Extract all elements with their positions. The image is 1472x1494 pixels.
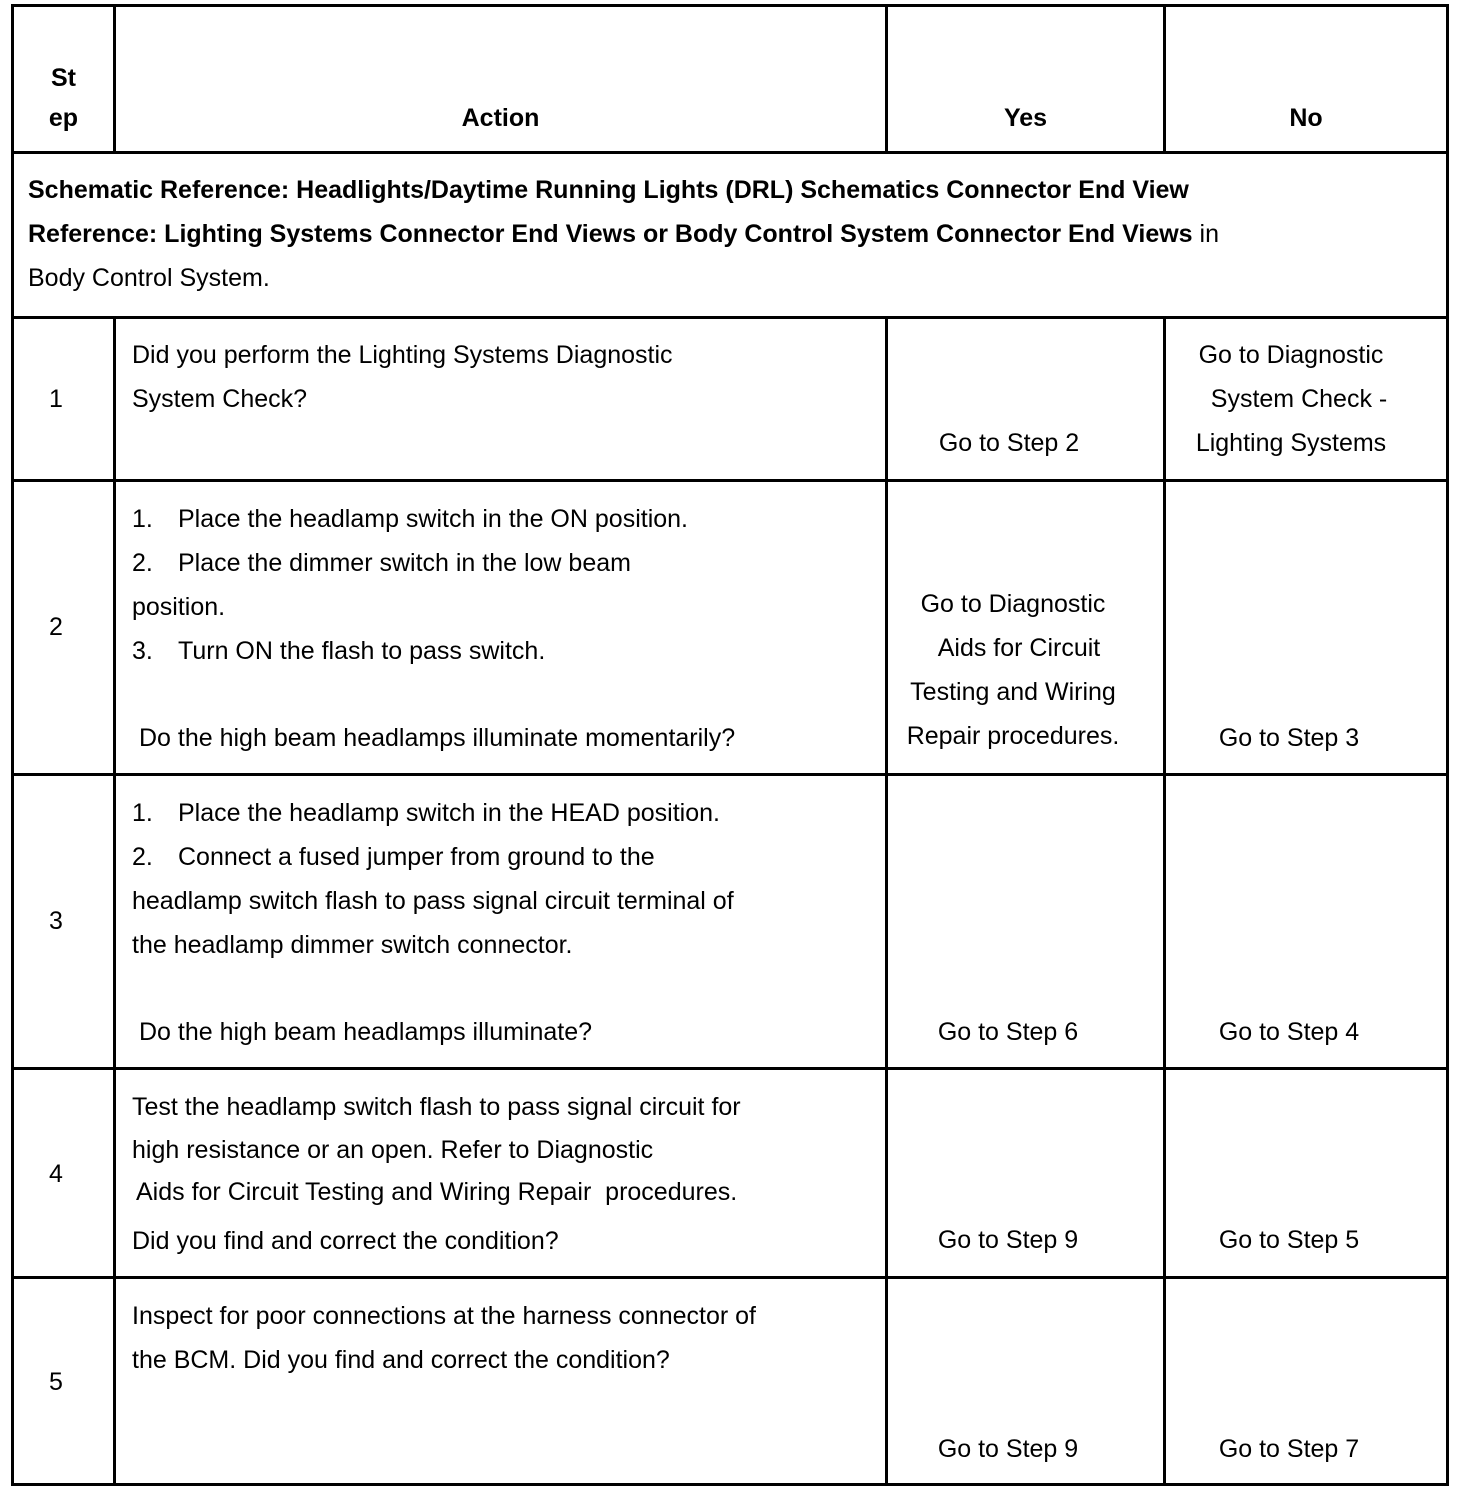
yes-link[interactable]: Go to Step 9 bbox=[937, 1435, 1079, 1463]
yes-line: Repair procedures. bbox=[906, 722, 1120, 750]
item-text: the headlamp dimmer switch connector. bbox=[132, 931, 573, 959]
reference-divider bbox=[11, 316, 1449, 319]
item-number: 2. bbox=[132, 549, 153, 577]
row-divider bbox=[11, 1067, 1449, 1070]
yes-line: Aids for Circuit bbox=[937, 634, 1101, 662]
action-line: Did you perform the Lighting Systems Diagnostic bbox=[132, 341, 673, 369]
table-border-top bbox=[11, 4, 1449, 7]
table-border-bottom bbox=[11, 1483, 1449, 1486]
yes-line: Go to Diagnostic bbox=[920, 590, 1106, 618]
yes-line: Testing and Wiring bbox=[910, 678, 1116, 706]
no-link[interactable]: Go to Step 5 bbox=[1218, 1226, 1360, 1254]
item-text: position. bbox=[132, 593, 226, 621]
column-divider bbox=[113, 316, 116, 1486]
item-number: 2. bbox=[132, 843, 153, 871]
action-line: Test the headlamp switch flash to pass signal circuit for bbox=[132, 1093, 741, 1121]
step-number: 3 bbox=[49, 907, 63, 935]
yes-link[interactable] bbox=[888, 582, 1138, 758]
step-number: 2 bbox=[49, 613, 63, 641]
action-text bbox=[132, 1294, 882, 1382]
no-link[interactable] bbox=[1166, 333, 1416, 465]
reference-line2-rest: in bbox=[1192, 220, 1219, 248]
table-border-right bbox=[1446, 4, 1449, 1486]
step-number: 5 bbox=[49, 1368, 63, 1396]
question-text: Do the high beam headlamps illuminate? bbox=[139, 1018, 593, 1046]
question-text: Do the high beam headlamps illuminate momentarily? bbox=[139, 724, 736, 752]
column-divider bbox=[1163, 316, 1166, 1486]
action-text bbox=[132, 791, 882, 967]
row-divider bbox=[11, 479, 1449, 482]
step-number: 4 bbox=[49, 1160, 63, 1188]
yes-link[interactable]: Go to Step 2 bbox=[938, 429, 1080, 457]
action-line: Aids for Circuit Testing and Wiring Repair procedures. bbox=[136, 1178, 738, 1206]
yes-link[interactable]: Go to Step 6 bbox=[937, 1018, 1079, 1046]
header-step-line1: St bbox=[51, 64, 76, 92]
item-number: 3. bbox=[132, 637, 153, 665]
action-text bbox=[132, 497, 882, 673]
reference-line1: Schematic Reference: Headlights/Daytime Running Lights (DRL) Schematics Connector End View bbox=[28, 176, 1189, 204]
reference-line2-bold: Reference: Lighting Systems Connector End Views or Body Control System Connector End Views bbox=[28, 220, 1193, 248]
row-divider bbox=[11, 1276, 1449, 1279]
item-text: headlamp switch flash to pass signal circuit terminal of bbox=[132, 887, 734, 915]
no-line: System Check - bbox=[1210, 385, 1388, 413]
action-line: the BCM. Did you find and correct the condition? bbox=[132, 1346, 670, 1374]
column-divider bbox=[885, 316, 888, 1486]
action-line: System Check? bbox=[132, 385, 308, 413]
item-text: Place the headlamp switch in the ON position. bbox=[178, 505, 688, 533]
reference-line3: Body Control System. bbox=[28, 264, 270, 292]
header-yes: Yes bbox=[1003, 104, 1048, 132]
header-action: Action bbox=[461, 104, 540, 132]
item-number: 1. bbox=[132, 505, 153, 533]
item-text: Connect a fused jumper from ground to the bbox=[178, 843, 655, 871]
header-no: No bbox=[1289, 104, 1323, 132]
item-text: Place the dimmer switch in the low beam bbox=[178, 549, 631, 577]
item-text: Turn ON the flash to pass switch. bbox=[178, 637, 546, 665]
header-step-line2: ep bbox=[48, 104, 79, 132]
no-line: Lighting Systems bbox=[1195, 429, 1387, 457]
no-link[interactable]: Go to Step 3 bbox=[1218, 724, 1360, 752]
item-number: 1. bbox=[132, 799, 153, 827]
item-text: Place the headlamp switch in the HEAD position. bbox=[178, 799, 720, 827]
step-number: 1 bbox=[49, 385, 63, 413]
yes-link[interactable]: Go to Step 9 bbox=[937, 1226, 1079, 1254]
action-text bbox=[132, 1085, 882, 1269]
table-border-left bbox=[11, 4, 14, 1486]
action-line: Did you find and correct the condition? bbox=[132, 1227, 559, 1255]
action-line: high resistance or an open. Refer to Diagnostic bbox=[132, 1136, 654, 1164]
no-line: Go to Diagnostic bbox=[1198, 341, 1384, 369]
no-link[interactable]: Go to Step 7 bbox=[1218, 1435, 1360, 1463]
no-link[interactable]: Go to Step 4 bbox=[1218, 1018, 1360, 1046]
header-divider bbox=[11, 151, 1449, 154]
schematic-reference bbox=[28, 168, 1438, 300]
action-line: Inspect for poor connections at the harness connector of bbox=[132, 1302, 756, 1330]
row-divider bbox=[11, 773, 1449, 776]
header-step bbox=[14, 58, 113, 138]
action-text bbox=[132, 333, 882, 421]
